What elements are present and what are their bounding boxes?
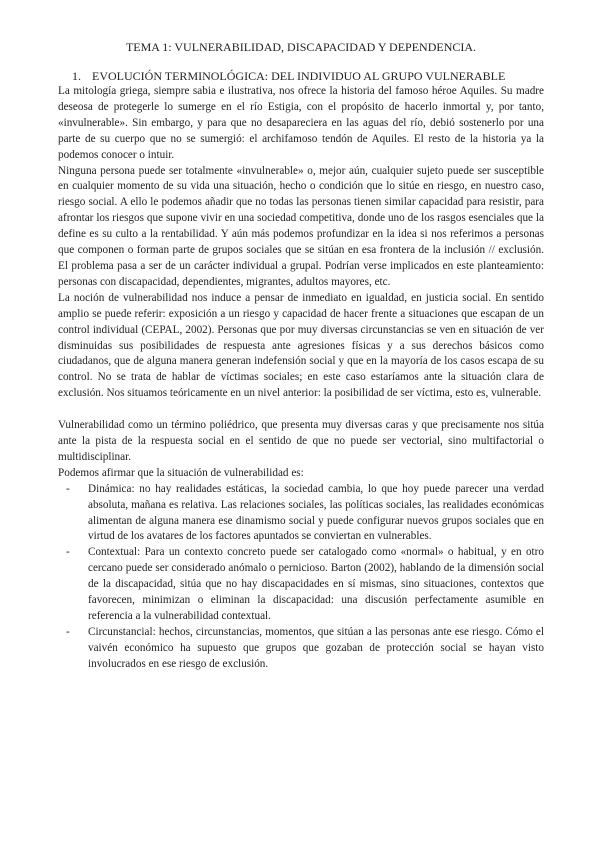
section-heading-text: EVOLUCIÓN TERMINOLÓGICA: DEL INDIVIDUO AL GRUPO VULNERABLE — [92, 69, 506, 83]
document-title: TEMA 1: VULNERABILIDAD, DISCAPACIDAD Y DEPENDENCIA. — [125, 40, 477, 54]
list-item-text: Dinámica: no hay realidades estáticas, la sociedad cambia, lo que hoy puede parecer una verdad absoluta, mañana es relativa. Las relaciones sociales, las políticas sociales, las realidades económicas alimentan de alguna manera ese dinamismo social y puede configurar nuevos grupos sociales que en virtud de los avatares de los factores apuntados se conviertan en vulnerables. — [88, 482, 544, 543]
paragraph-list-intro: Podemos afirmar que la situación de vulnerabilidad es: — [58, 466, 304, 479]
blank-line — [58, 402, 544, 418]
section-heading — [58, 69, 544, 84]
list-item-contextual — [58, 545, 544, 625]
section-number: 1. — [72, 69, 81, 83]
paragraph-vulnerability-notion: La noción de vulnerabilidad nos induce a pensar de inmediato en igualdad, en justicia social. En sentido amplio se puede referir: exposición a un riesgo y capacidad de hacer frente a situaciones que escapan de un control individual (CEPAL, 2002). Personas que por muy diversas circunstancias se ven en situación de ver disminuidas sus posibilidades de respuesta ante agresiones físicas y a sus derechos básicos como ciudadanos, que de alguna manera generan indefensión social y que en la mayoría de los casos escapa de su control. No se trata de hablar de víctimas sociales; en este caso estaríamos ante la situación clara de exclusión. Nos situamos teóricamente en un nivel anterior: la posibilidad de ser víctima, esto es, vulnerable. — [58, 291, 544, 400]
list-item-dinamica — [58, 482, 544, 546]
paragraph-achilles: La mitología griega, siempre sabia e ilustrativa, nos ofrece la historia del famoso héroe Aquiles. Su madre deseosa de protegerle lo sumerge en el río Estigia, con el propósito de hacerlo inmortal y, por tanto, «invulnerable». Sin embargo, y para que no desapareciera en las aguas del río, debió sostenerlo por una parte de su cuerpo que no se sumergió: el archifamoso tendón de Aquiles. El resto de la historia ya la podemos conocer o intuir. — [58, 85, 544, 161]
vulnerability-traits-list — [58, 482, 544, 673]
list-item-text: Circunstancial: hechos, circunstancias, momentos, que sitúan a las personas ante ese riesgo. Cómo el vaivén económico ha supuesto que grupos que gozaban de protección social se hayan visto involucrados en ese riesgo de exclusión. — [88, 625, 544, 670]
list-item-circunstancial — [58, 625, 544, 673]
list-bullet: - — [66, 482, 70, 495]
list-bullet: - — [66, 546, 70, 559]
list-item-text: Contextual: Para un contexto concreto puede ser catalogado como «normal» o habitual, y en otro cercano puede ser considerado anómalo o pernicioso. Barton (2002), hablando de la dimensión social de la discapacidad, sitúa que no hay discapacidades en sí mismas, sino situaciones, contextos que favorecen, minimizan o eliminan la discapacidad: una discusión perfectamente asumible en referencia a la vulnerabilidad contextual. — [88, 546, 544, 622]
list-bullet: - — [66, 625, 70, 638]
paragraph-polyhedral-term: Vulnerabilidad como un término poliédrico, que presenta muy diversas caras y que precisamente nos sitúa ante la pista de la respuesta social en el sentido de que no puede ser vectorial, sino multifactorial o multidisciplinar. — [58, 419, 544, 463]
paragraph-invulnerable: Ninguna persona puede ser totalmente «invulnerable» o, mejor aún, cualquier sujeto puede ser susceptible en cualquier momento de su vida una situación, hecho o condición que lo sitúe en riesgo, en nuestro caso, riesgo social. A ello le podemos añadir que no todas las personas tienen similar capacidad para resistir, para afrontar los riesgos que supone vivir en una sociedad competitiva, donde uno de los rasgos esenciales que la define es su culto a la rentabilidad. Y aún más podemos profundizar en la idea si nos referimos a personas que componen o forman parte de grupos sociales que se sitúan en esa frontera de la inclusión // exclusión. El problema pasa a ser de un carácter individual a grupal. Podrían verse implicados en este planteamiento: personas con discapacidad, dependientes, migrantes, adultos mayores, etc. — [58, 164, 544, 288]
